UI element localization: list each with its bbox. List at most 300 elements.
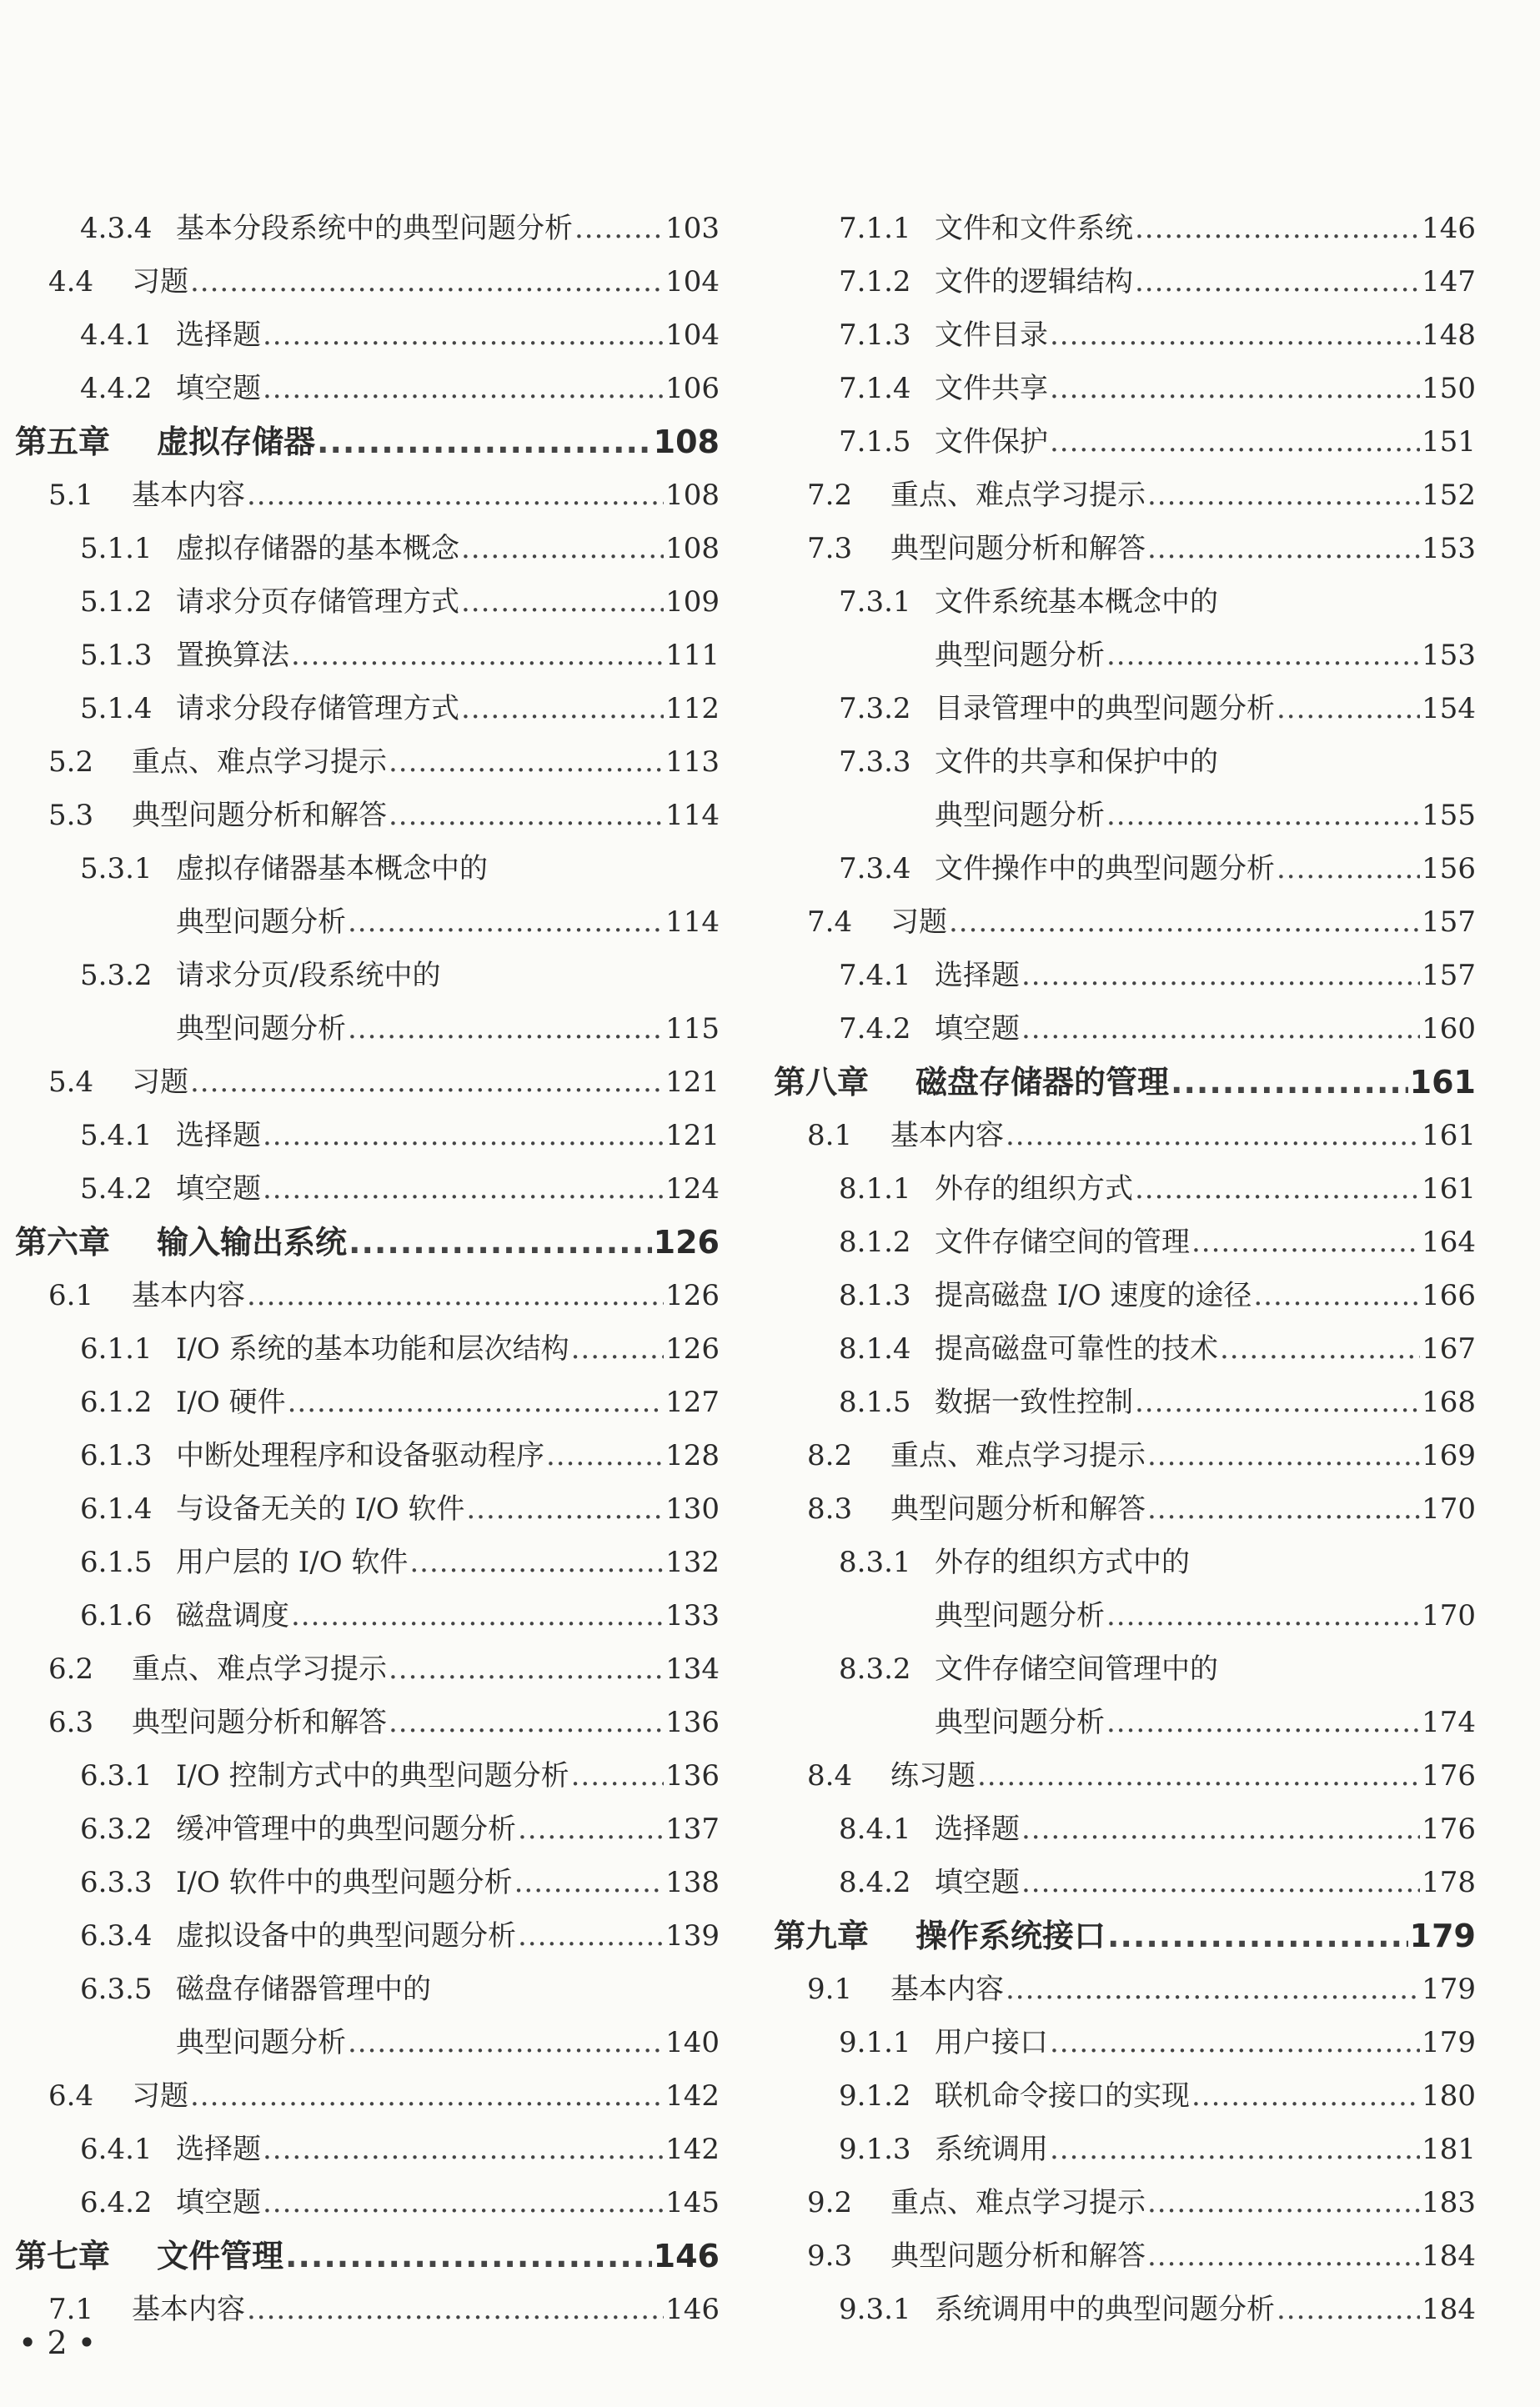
toc-entry-page: 114	[665, 905, 720, 939]
toc-entry	[774, 1376, 1476, 1429]
toc-entry	[774, 2176, 1476, 2229]
toc-entry	[774, 1856, 1476, 1909]
toc-entry-title: 习题	[132, 2079, 188, 2113]
toc-entry	[15, 1109, 720, 1162]
toc-entry-page: 184	[1422, 2293, 1476, 2326]
toc-entry-title: 填空题	[176, 372, 261, 405]
toc-entry-number: 7.4	[807, 905, 853, 939]
dot-leader	[1106, 789, 1420, 842]
toc-entry-page: 166	[1422, 1279, 1476, 1312]
dot-leader	[263, 308, 664, 362]
toc-entry-title: 基本分段系统中的典型问题分析	[176, 212, 573, 245]
toc-entry-page: 126	[665, 1279, 720, 1312]
toc-entry-title: 基本内容	[132, 2293, 245, 2326]
toc-entry-number: 6.2	[48, 1652, 94, 1686]
toc-entry-title: 习题	[890, 905, 947, 939]
toc-entry	[774, 2283, 1476, 2336]
toc-entry-page: 161	[1422, 1119, 1476, 1152]
toc-entry	[15, 1056, 720, 1109]
dot-leader	[574, 202, 664, 255]
toc-entry-title: 典型问题分析	[935, 639, 1105, 672]
dot-leader	[466, 1482, 664, 1536]
toc-entry-page: 140	[665, 2026, 720, 2059]
toc-entry-title: 文件共享	[935, 372, 1048, 405]
dot-leader	[389, 1696, 664, 1749]
dot-leader	[1106, 1589, 1420, 1642]
toc-entry-title: 请求分页存储管理方式	[176, 585, 459, 619]
dot-leader	[263, 1109, 664, 1162]
toc-entry	[15, 1803, 720, 1856]
toc-entry-title: 目录管理中的典型问题分析	[935, 692, 1275, 725]
toc-entry-title: 中断处理程序和设备驱动程序	[176, 1439, 544, 1472]
toc-entry-title: 典型问题分析	[935, 799, 1105, 832]
toc-entry-title: 选择题	[176, 318, 261, 352]
dot-leader	[1021, 949, 1420, 1002]
dot-leader	[1147, 2229, 1420, 2283]
toc-entry-page: 130	[665, 1492, 720, 1526]
toc-entry	[15, 682, 720, 735]
toc-entry	[15, 789, 720, 842]
dot-leader	[571, 1749, 665, 1803]
toc-entry-title: 虚拟存储器基本概念中的	[176, 852, 488, 885]
dot-leader	[190, 2069, 664, 2123]
toc-entry-page: 174	[1422, 1706, 1476, 1739]
toc-entry-page: 104	[665, 265, 720, 298]
dot-leader	[1147, 522, 1420, 575]
toc-entry-number: 8.1	[807, 1119, 853, 1152]
toc-entry-number: 7.3	[807, 532, 853, 565]
toc-entry-page: 154	[1422, 692, 1476, 725]
dot-leader	[263, 2176, 664, 2229]
toc-entry	[774, 2016, 1476, 2069]
toc-entry-page: 133	[665, 1599, 720, 1632]
toc-entry-page: 176	[1422, 1759, 1476, 1793]
toc-entry-title: 基本内容	[132, 479, 245, 512]
toc-entry	[774, 1749, 1476, 1803]
toc-entry-page: 134	[665, 1652, 720, 1686]
toc-entry-number: 8.3	[807, 1492, 853, 1526]
dot-leader	[1277, 2283, 1420, 2336]
toc-entry	[774, 2229, 1476, 2283]
toc-entry-title: 填空题	[935, 1866, 1020, 1899]
toc-entry-number: 7.3.3	[839, 745, 911, 779]
toc-entry	[774, 629, 1476, 682]
toc-chapter-entry	[15, 415, 720, 469]
toc-entry-title: 文件操作中的典型问题分析	[935, 852, 1275, 885]
toc-chapter-entry	[15, 2229, 720, 2283]
toc-entry-number: 7.2	[807, 479, 853, 512]
toc-entry-number: 6.4.1	[80, 2133, 153, 2166]
toc-entry-number: 4.4.1	[80, 318, 153, 352]
toc-entry-title: 提高磁盘 I/O 速度的途径	[935, 1279, 1252, 1312]
toc-entry-number: 9.1.3	[839, 2133, 911, 2166]
dot-leader	[461, 682, 664, 735]
toc-entry-page: 170	[1422, 1599, 1476, 1632]
toc-entry-page: 126	[665, 1332, 720, 1366]
dot-leader	[1147, 1429, 1420, 1482]
toc-entry-number: 6.1.2	[80, 1386, 153, 1419]
toc-entry-title: 系统调用	[935, 2133, 1048, 2166]
toc-entry-number: 5.1.1	[80, 532, 153, 565]
toc-entry-number: 4.4	[48, 265, 94, 298]
toc-entry-title: 请求分页/段系统中的	[176, 959, 441, 992]
toc-chapter-entry	[774, 1056, 1476, 1109]
toc-entry-page: 153	[1422, 639, 1476, 672]
toc-entry-title: 文件的逻辑结构	[935, 265, 1133, 298]
toc-entry	[15, 1909, 720, 1963]
toc-entry-number: 第七章	[15, 2238, 111, 2274]
dot-leader	[263, 2123, 664, 2176]
toc-entry-number: 8.3.1	[839, 1546, 911, 1579]
toc-entry	[15, 1162, 720, 1216]
toc-entry	[774, 789, 1476, 842]
toc-entry-page: 146	[665, 2293, 720, 2326]
toc-entry-title: 操作系统接口	[915, 1918, 1106, 1954]
toc-entry-title: 习题	[132, 265, 188, 298]
toc-entry	[774, 1002, 1476, 1056]
toc-entry-number: 7.4.1	[839, 959, 911, 992]
toc-entry-page: 146	[1422, 212, 1476, 245]
toc-entry-number: 6.1	[48, 1279, 94, 1312]
toc-entry-page: 138	[665, 1866, 720, 1899]
toc-entry-page: 128	[665, 1439, 720, 1472]
toc-entry-title: 基本内容	[890, 1119, 1004, 1152]
toc-entry-page: 111	[665, 639, 720, 672]
toc-entry-number: 7.1.2	[839, 265, 911, 298]
toc-entry-number: 第九章	[774, 1918, 870, 1954]
toc-entry-number: 6.1.6	[80, 1599, 153, 1632]
toc-entry-page: 137	[665, 1813, 720, 1846]
toc-entry-page: 157	[1422, 959, 1476, 992]
dot-leader	[247, 469, 664, 522]
toc-chapter-entry	[15, 1216, 720, 1269]
dot-leader	[1253, 1269, 1420, 1322]
toc-entry	[774, 415, 1476, 469]
toc-entry	[15, 2069, 720, 2123]
toc-entry	[774, 1803, 1476, 1856]
toc-entry-title: 系统调用中的典型问题分析	[935, 2293, 1275, 2326]
dot-leader	[1106, 629, 1420, 682]
toc-entry	[774, 575, 1476, 629]
toc-entry	[774, 308, 1476, 362]
toc-entry	[774, 1109, 1476, 1162]
toc-entry	[15, 895, 720, 949]
dot-leader	[288, 1376, 665, 1429]
toc-entry	[15, 575, 720, 629]
toc-entry	[15, 2176, 720, 2229]
toc-entry	[774, 2069, 1476, 2123]
dot-leader	[1021, 1803, 1420, 1856]
toc-entry-page: 127	[665, 1386, 720, 1419]
dot-leader	[1050, 2016, 1420, 2069]
toc-entry-number: 5.4.2	[80, 1172, 153, 1206]
toc-entry-page: 113	[665, 745, 720, 779]
toc-entry-title: 外存的组织方式	[935, 1172, 1133, 1206]
toc-entry-title: 文件目录	[935, 318, 1048, 352]
toc-entry-page: 147	[1422, 265, 1476, 298]
toc-entry-page: 179	[1422, 2026, 1476, 2059]
toc-entry	[774, 522, 1476, 575]
toc-entry-page: 108	[665, 532, 720, 565]
toc-entry-title: 填空题	[176, 2186, 261, 2219]
toc-entry-title: 虚拟存储器	[157, 424, 316, 460]
toc-entry-number: 9.1.2	[839, 2079, 911, 2113]
toc-entry-number: 7.1.4	[839, 372, 911, 405]
dot-leader	[518, 1803, 664, 1856]
toc-entry-page: 142	[665, 2133, 720, 2166]
dot-leader	[349, 1216, 652, 1269]
toc-entry-number: 6.3.5	[80, 1973, 153, 2006]
dot-leader	[1021, 1002, 1420, 1056]
toc-entry-number: 6.3.2	[80, 1813, 153, 1846]
toc-entry-page: 114	[665, 799, 720, 832]
toc-entry	[15, 629, 720, 682]
toc-entry-title: 重点、难点学习提示	[132, 1652, 387, 1686]
toc-entry-page: 108	[653, 424, 720, 460]
toc-entry-page: 156	[1422, 852, 1476, 885]
toc-entry	[15, 735, 720, 789]
toc-entry-page: 103	[665, 212, 720, 245]
dot-leader	[348, 895, 664, 949]
toc-entry-number: 9.3	[807, 2239, 853, 2273]
toc-entry-number: 5.3	[48, 799, 94, 832]
toc-entry-title: 选择题	[935, 1813, 1020, 1846]
toc-entry-page: 104	[665, 318, 720, 352]
toc-entry-number: 6.1.3	[80, 1439, 153, 1472]
dot-leader	[1147, 1482, 1420, 1536]
toc-entry-title: 与设备无关的 I/O 软件	[176, 1492, 465, 1526]
dot-leader	[1277, 682, 1420, 735]
toc-entry-number: 5.1.4	[80, 692, 153, 725]
toc-entry	[774, 1963, 1476, 2016]
toc-entry-title: 习题	[132, 1066, 188, 1099]
dot-leader	[263, 1162, 664, 1216]
dot-leader	[389, 735, 664, 789]
toc-entry-title: 典型问题分析和解答	[132, 1706, 387, 1739]
toc-entry-number: 8.1.5	[839, 1386, 911, 1419]
toc-entry-number: 5.4	[48, 1066, 94, 1099]
toc-entry-number: 5.2	[48, 745, 94, 779]
toc-entry-title: 选择题	[176, 2133, 261, 2166]
toc-entry-page: 184	[1422, 2239, 1476, 2273]
toc-entry-number: 9.2	[807, 2186, 853, 2219]
toc-entry-number: 6.3.4	[80, 1919, 153, 1953]
toc-entry-number: 7.3.1	[839, 585, 911, 619]
toc-entry	[774, 1216, 1476, 1269]
toc-entry	[15, 1856, 720, 1909]
toc-entry-page: 179	[1409, 1918, 1476, 1954]
toc-entry	[15, 2123, 720, 2176]
toc-entry	[774, 1696, 1476, 1749]
toc-entry-title: 用户层的 I/O 软件	[176, 1546, 409, 1579]
page-number: • 2 •	[18, 2324, 97, 2361]
toc-entry	[15, 1589, 720, 1642]
toc-entry-title: 文件保护	[935, 425, 1048, 459]
toc-entry-number: 6.3.3	[80, 1866, 153, 1899]
toc-entry-number: 5.3.1	[80, 852, 153, 885]
toc-entry-title: 磁盘存储器的管理	[915, 1064, 1170, 1101]
toc-entry-title: 重点、难点学习提示	[890, 2186, 1146, 2219]
dot-leader	[546, 1429, 664, 1482]
toc-entry-title: 输入输出系统	[157, 1224, 348, 1261]
dot-leader	[1050, 2123, 1420, 2176]
toc-entry-title: 数据一致性控制	[935, 1386, 1133, 1419]
toc-entry-page: 157	[1422, 905, 1476, 939]
toc-entry	[15, 469, 720, 522]
toc-entry	[15, 1696, 720, 1749]
toc-entry	[15, 308, 720, 362]
toc-entry	[774, 1589, 1476, 1642]
toc-entry-title: 文件存储空间管理中的	[935, 1652, 1218, 1686]
toc-entry-number: 第八章	[774, 1064, 870, 1101]
dot-leader	[247, 1269, 664, 1322]
toc-entry	[15, 842, 720, 895]
toc-entry-page: 167	[1422, 1332, 1476, 1366]
toc-entry-number: 4.3.4	[80, 212, 153, 245]
dot-leader	[461, 522, 664, 575]
toc-entry-title: 典型问题分析	[176, 905, 346, 939]
toc-entry	[774, 1162, 1476, 1216]
toc-entry	[15, 2283, 720, 2336]
toc-entry-title: 文件的共享和保护中的	[935, 745, 1218, 779]
toc-entry-page: 164	[1422, 1226, 1476, 1259]
toc-entry-title: 提高磁盘可靠性的技术	[935, 1332, 1218, 1366]
toc-entry	[774, 362, 1476, 415]
toc-entry-title: 典型问题分析	[176, 2026, 346, 2059]
toc-entry-title: 典型问题分析和解答	[890, 1492, 1146, 1526]
toc-entry-page: 180	[1422, 2079, 1476, 2113]
toc-left-column	[15, 202, 720, 2336]
toc-entry-number: 8.4.1	[839, 1813, 911, 1846]
toc-entry-page: 178	[1422, 1866, 1476, 1899]
dot-leader	[1135, 202, 1420, 255]
toc-entry-number: 6.3.1	[80, 1759, 153, 1793]
toc-entry-title: 磁盘调度	[176, 1599, 289, 1632]
dot-leader	[1135, 1376, 1420, 1429]
dot-leader	[1050, 415, 1420, 469]
toc-entry-number: 7.1	[48, 2293, 94, 2326]
toc-entry	[774, 1536, 1476, 1589]
dot-leader	[1106, 1696, 1420, 1749]
dot-leader	[1147, 469, 1420, 522]
dot-leader	[518, 1909, 664, 1963]
toc-entry-page: 106	[665, 372, 720, 405]
toc-entry-number: 6.1.1	[80, 1332, 153, 1366]
dot-leader	[514, 1856, 665, 1909]
toc-entry-page: 176	[1422, 1813, 1476, 1846]
dot-leader	[1021, 1856, 1420, 1909]
toc-entry-title: 用户接口	[935, 2026, 1048, 2059]
toc-entry	[774, 1269, 1476, 1322]
toc-entry-title: 填空题	[176, 1172, 261, 1206]
dot-leader	[263, 362, 664, 415]
dot-leader	[571, 1322, 665, 1376]
toc-entry	[15, 1963, 720, 2016]
dot-leader	[1135, 255, 1420, 308]
toc-entry	[15, 949, 720, 1002]
toc-entry-page: 124	[665, 1172, 720, 1206]
toc-entry-number: 5.4.1	[80, 1119, 153, 1152]
toc-entry-number: 8.1.2	[839, 1226, 911, 1259]
toc-entry-page: 121	[665, 1119, 720, 1152]
toc-entry-number: 7.3.2	[839, 692, 911, 725]
toc-entry	[15, 202, 720, 255]
toc-entry-title: 典型问题分析和解答	[132, 799, 387, 832]
toc-entry-title: 填空题	[935, 1012, 1020, 1046]
toc-entry-title: 选择题	[935, 959, 1020, 992]
toc-entry	[774, 949, 1476, 1002]
toc-entry-title: I/O 硬件	[176, 1386, 286, 1419]
toc-entry	[15, 1429, 720, 1482]
toc-entry-number: 9.1	[807, 1973, 853, 2006]
toc-entry-title: 基本内容	[890, 1973, 1004, 2006]
dot-leader	[977, 1749, 1420, 1803]
toc-entry-number: 8.4.2	[839, 1866, 911, 1899]
toc-entry-number: 6.1.5	[80, 1546, 153, 1579]
toc-entry-title: 选择题	[176, 1119, 261, 1152]
toc-entry-title: I/O 控制方式中的典型问题分析	[176, 1759, 569, 1793]
dot-leader	[190, 255, 664, 308]
toc-entry-page: 151	[1422, 425, 1476, 459]
dot-leader	[1006, 1963, 1420, 2016]
toc-entry-title: 典型问题分析	[935, 1599, 1105, 1632]
toc-entry	[774, 1429, 1476, 1482]
toc-entry-page: 126	[653, 1224, 720, 1261]
toc-entry-number: 8.2	[807, 1439, 853, 1472]
toc-entry-number: 8.4	[807, 1759, 853, 1793]
toc-entry	[15, 1536, 720, 1589]
toc-entry	[774, 1482, 1476, 1536]
toc-entry	[15, 1269, 720, 1322]
toc-entry-page: 170	[1422, 1492, 1476, 1526]
toc-entry-number: 6.4.2	[80, 2186, 153, 2219]
toc-entry	[774, 895, 1476, 949]
toc-entry	[15, 1002, 720, 1056]
dot-leader	[1050, 308, 1420, 362]
toc-entry-page: 168	[1422, 1386, 1476, 1419]
toc-entry-number: 5.1.3	[80, 639, 153, 672]
dot-leader	[1171, 1056, 1408, 1109]
toc-entry-number: 6.4	[48, 2079, 94, 2113]
toc-entry-number: 8.1.4	[839, 1332, 911, 1366]
toc-entry-number: 5.1	[48, 479, 94, 512]
toc-entry	[15, 2016, 720, 2069]
toc-entry	[15, 1642, 720, 1696]
toc-entry-number: 5.3.2	[80, 959, 153, 992]
toc-entry-page: 115	[665, 1012, 720, 1046]
toc-entry-title: 置换算法	[176, 639, 289, 672]
toc-entry	[774, 1642, 1476, 1696]
toc-entry-title: 磁盘存储器管理中的	[176, 1973, 431, 2006]
toc-entry-page: 109	[665, 585, 720, 619]
toc-entry-page: 152	[1422, 479, 1476, 512]
toc-entry-title: 典型问题分析	[176, 1012, 346, 1046]
toc-entry-number: 5.1.2	[80, 585, 153, 619]
toc-entry-page: 108	[665, 479, 720, 512]
toc-entry-page: 136	[665, 1759, 720, 1793]
toc-entry	[15, 1376, 720, 1429]
toc-entry-page: 136	[665, 1706, 720, 1739]
toc-entry-title: 重点、难点学习提示	[890, 1439, 1146, 1472]
toc-entry	[774, 735, 1476, 789]
dot-leader	[1107, 1909, 1408, 1963]
toc-entry-title: 典型问题分析和解答	[890, 532, 1146, 565]
toc-entry-page: 155	[1422, 799, 1476, 832]
toc-entry	[15, 255, 720, 308]
toc-entry-title: 文件管理	[157, 2238, 284, 2274]
toc-entry-title: 典型问题分析	[935, 1706, 1105, 1739]
dot-leader	[348, 1002, 664, 1056]
